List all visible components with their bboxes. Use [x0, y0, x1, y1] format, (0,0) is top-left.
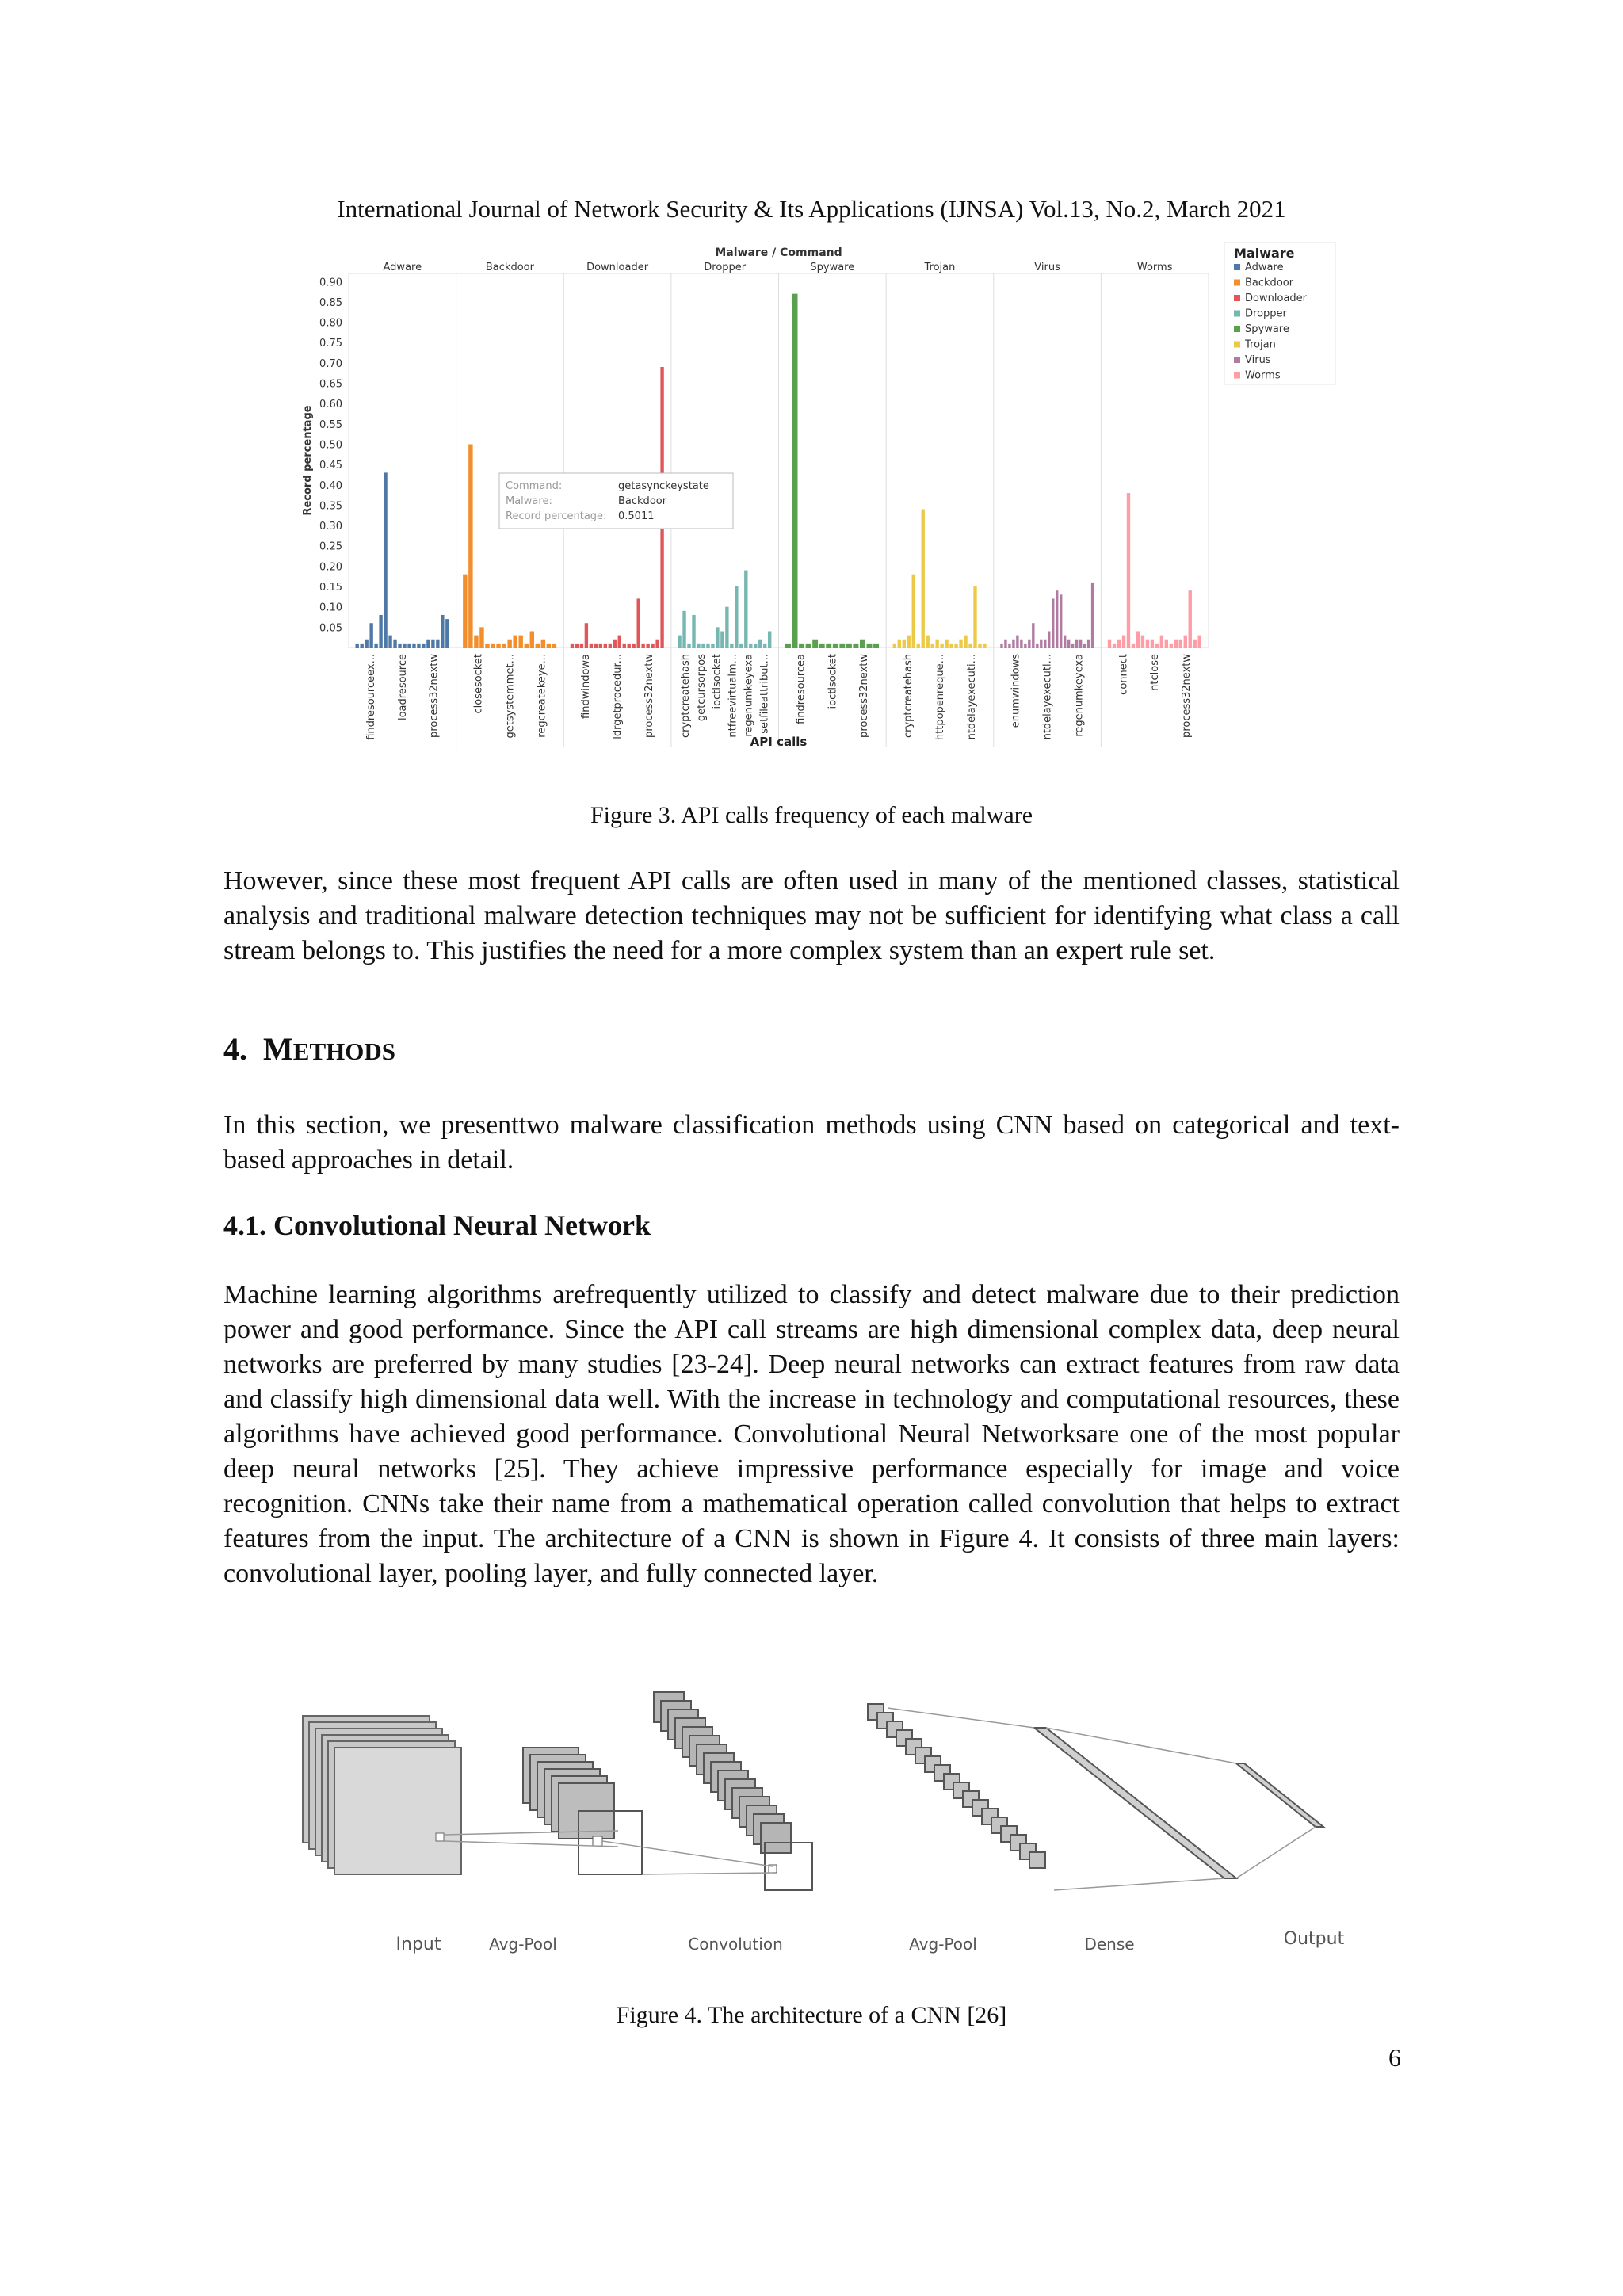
bar: [422, 644, 425, 648]
bar: [846, 644, 852, 648]
bar: [749, 644, 752, 648]
bar: [513, 636, 517, 648]
cnn-layers: [303, 1692, 1323, 1890]
legend-swatch: [1234, 342, 1240, 348]
legend-swatch: [1234, 372, 1240, 379]
bar: [618, 636, 621, 648]
bar: [1052, 598, 1054, 648]
bar: [1064, 636, 1066, 648]
y-axis-label: Record percentage: [302, 405, 314, 516]
panel-header: Backdoor: [485, 262, 534, 273]
bar: [468, 444, 472, 648]
bar: [687, 644, 690, 648]
input-map: [334, 1748, 461, 1874]
label-avg-pool-2: Avg-Pool: [909, 1935, 977, 1954]
paragraph-3: Machine learning algorithms arefrequently utilized to classify and detect malware due to their prediction power and good performance. Since the API call streams are high dimensional complex data, deep neural networks are preferred by many studies [23-24]. Deep neural networks can extract features from raw data and classify high dimensional data well. With the increase in technology and computational resources, these algorithms have achieved good performance. Convolutional Neural Networksare one of the most popular deep neural networks [25]. They achieve impressive performance especially for image and voice recognition. CNNs take their name from a mathematical operation called convolution that helps to extract features from the input. The architecture of a CNN is shown in Figure 4. It consists of three main layers: convolutional layer, pooling layer, and fully connected layer.: [223, 1280, 1400, 1588]
bar: [536, 644, 540, 648]
label-avg-pool-1: Avg-Pool: [489, 1935, 557, 1954]
bar: [701, 644, 705, 648]
legend-entry: Worms: [1245, 369, 1281, 382]
x-tick-label: setfileattribut...: [758, 654, 771, 734]
x-tick-label: getsystemmet...: [504, 654, 517, 739]
panel-header: Worms: [1136, 262, 1173, 273]
bar: [785, 644, 791, 648]
bar: [839, 644, 845, 648]
x-axis-label: API calls: [750, 735, 808, 749]
legend-entry: Spyware: [1245, 323, 1289, 335]
bar: [507, 640, 511, 648]
bar: [436, 640, 439, 648]
connector: [1236, 1827, 1316, 1878]
bar: [1151, 640, 1154, 648]
pool1-kernel: [593, 1836, 602, 1846]
panel-header: Spyware: [810, 262, 855, 273]
bar: [1132, 644, 1135, 648]
bar: [1071, 644, 1074, 648]
legend-swatch: [1234, 311, 1240, 317]
x-tick-label: cryptcreatehash: [679, 654, 692, 739]
bar: [530, 631, 534, 648]
x-tick-label: process32nextw: [858, 654, 871, 738]
bar: [628, 644, 631, 648]
paragraph-2: In this section, we presenttwo malware classification methods using CNN based on categorical and text-based approaches in detail.: [223, 1110, 1400, 1175]
bar: [1008, 644, 1010, 648]
bar: [1122, 636, 1125, 648]
bar: [1056, 590, 1058, 648]
bar: [1083, 644, 1086, 648]
subsection-heading: 4.1. Convolutional Neural Network: [223, 1209, 651, 1241]
section-number: 4.: [223, 1031, 247, 1067]
bar: [412, 644, 415, 648]
bar: [571, 644, 574, 648]
bar: [949, 644, 953, 648]
x-tick-label: httpopenreque...: [934, 654, 946, 741]
bar: [585, 623, 588, 648]
dense-layer-2: [1236, 1763, 1323, 1827]
bar: [525, 644, 529, 648]
bar: [518, 636, 522, 648]
bar: [1016, 636, 1018, 648]
api-calls-bar-chart: [285, 242, 1347, 749]
legend-swatch: [1234, 326, 1240, 332]
bar: [575, 644, 579, 648]
x-tick-label: ntclose: [1149, 654, 1162, 691]
bar: [403, 644, 406, 648]
bar: [1079, 640, 1082, 648]
bar: [388, 636, 391, 648]
bar: [983, 644, 986, 648]
x-tick-label: closesocket: [472, 654, 485, 714]
bar: [1193, 640, 1197, 648]
y-tick-label: 0.15: [319, 582, 342, 594]
bar: [978, 644, 981, 648]
figure-4-cnn-architecture: [293, 1652, 1363, 1969]
running-header: International Journal of Network Security & Its Applications (IJNSA) Vol.13, No.2, March 2021: [337, 195, 1286, 223]
bar: [379, 615, 382, 648]
pool2-map: [1029, 1852, 1045, 1868]
bar: [716, 627, 719, 648]
bar: [930, 644, 934, 648]
bar: [1012, 640, 1014, 648]
bar: [1146, 640, 1149, 648]
bar: [853, 644, 858, 648]
bar: [917, 644, 920, 648]
bar: [1170, 644, 1173, 648]
bar: [763, 644, 766, 648]
bar: [547, 644, 551, 648]
connector: [602, 1841, 773, 1866]
y-tick-label: 0.35: [319, 500, 342, 513]
legend-swatch: [1234, 357, 1240, 363]
bar: [706, 644, 709, 648]
x-tick-label: regcreatekeye...: [536, 654, 548, 738]
panel-header: Dropper: [704, 262, 747, 273]
bar: [907, 636, 911, 648]
bar: [926, 636, 929, 648]
bar: [360, 644, 363, 648]
chart-title: Malware / Command: [715, 246, 842, 259]
label-output: Output: [1283, 1929, 1345, 1949]
bar: [1060, 594, 1062, 648]
bar: [541, 640, 545, 648]
bar: [552, 644, 556, 648]
bar: [398, 644, 401, 648]
bar: [730, 644, 733, 648]
x-tick-label: ioctlsocket: [711, 654, 724, 709]
bar: [1000, 644, 1002, 648]
bar: [474, 636, 478, 648]
y-tick-label: 0.50: [319, 439, 342, 452]
input-kernel: [436, 1833, 444, 1841]
bar: [1189, 590, 1192, 648]
x-tick-label: process32nextw: [1181, 654, 1193, 738]
bar: [1032, 623, 1034, 648]
x-tick-label: getcursorpos: [695, 654, 708, 722]
legend-swatch: [1234, 264, 1240, 270]
y-tick-label: 0.90: [319, 277, 342, 289]
bar: [758, 640, 762, 648]
y-tick-label: 0.25: [319, 541, 342, 553]
bar: [1036, 644, 1038, 648]
bar: [365, 640, 368, 648]
x-tick-label: ntfreevirtualm...: [727, 654, 739, 738]
label-input: Input: [395, 1935, 441, 1954]
bar: [935, 640, 938, 648]
bar: [806, 644, 812, 648]
x-tick-label: loadresource: [396, 654, 409, 721]
bar: [1020, 640, 1022, 648]
bar: [792, 294, 798, 648]
bar: [973, 586, 976, 648]
bar: [1024, 644, 1026, 648]
section-heading-methods: [223, 1030, 395, 1068]
panel-header: Virus: [1034, 262, 1060, 273]
bar: [940, 644, 943, 648]
connector: [444, 1841, 618, 1847]
label-convolution: Convolution: [688, 1935, 783, 1954]
x-tick-label: regenumkeyexa: [1073, 654, 1086, 737]
bar: [833, 644, 838, 648]
bar: [968, 644, 972, 648]
section-title-rest: ETHODS: [292, 1037, 395, 1065]
bar: [725, 607, 728, 648]
bar: [393, 640, 396, 648]
bar: [1004, 640, 1006, 648]
legend-entry: Dropper: [1245, 308, 1287, 320]
bar: [384, 472, 387, 648]
bar: [590, 644, 593, 648]
bar: [826, 644, 831, 648]
bar: [609, 644, 612, 648]
bar: [945, 640, 948, 648]
x-tick-label: findresourceex...: [365, 654, 377, 740]
bar: [1108, 640, 1111, 648]
bar: [735, 586, 738, 648]
bar: [651, 644, 654, 648]
bar: [632, 644, 636, 648]
bar: [463, 575, 467, 648]
y-tick-label: 0.45: [319, 460, 342, 472]
label-dense: Dense: [1084, 1935, 1135, 1954]
y-tick-label: 0.40: [319, 479, 342, 492]
connector: [1054, 1878, 1224, 1890]
bar: [799, 644, 804, 648]
x-tick-label: connect: [1117, 654, 1130, 695]
y-tick-label: 0.30: [319, 521, 342, 533]
connector: [888, 1708, 1034, 1728]
bar: [407, 644, 411, 648]
bar: [697, 644, 700, 648]
tooltip-label: Command:: [506, 480, 563, 492]
bar: [893, 644, 896, 648]
x-tick-label: process32nextw: [428, 654, 441, 738]
connector: [642, 1873, 773, 1874]
bar: [1048, 631, 1050, 648]
bar: [1028, 640, 1030, 648]
bar: [613, 640, 617, 648]
bar: [873, 644, 879, 648]
bar: [502, 644, 506, 648]
cnn-diagram: [293, 1652, 1363, 1969]
panel-header: Downloader: [586, 262, 649, 273]
tooltip-value: Backdoor: [618, 495, 667, 507]
figure-4-caption: Figure 4. The architecture of a CNN [26]: [616, 2002, 1007, 2028]
x-tick-label: enumwindows: [1010, 654, 1022, 728]
bar: [1179, 640, 1182, 648]
bar: [819, 644, 825, 648]
legend-entry: Backdoor: [1245, 277, 1294, 289]
legend-entry: Adware: [1245, 262, 1284, 273]
y-tick-label: 0.60: [319, 399, 342, 411]
x-tick-label: cryptcreatehash: [903, 654, 915, 739]
figure-3-caption: Figure 3. API calls frequency of each malware: [590, 802, 1033, 828]
x-tick-label: ntdelayexecuti...: [965, 654, 978, 740]
bar: [954, 644, 957, 648]
x-tick-label: ldrgetprocedur...: [612, 654, 624, 739]
bar: [604, 644, 607, 648]
legend-entry: Trojan: [1245, 338, 1276, 351]
bar: [812, 640, 818, 648]
bar: [682, 611, 685, 648]
bar: [754, 644, 757, 648]
bar: [479, 627, 483, 648]
bar: [374, 644, 377, 648]
bar: [441, 615, 444, 648]
dense-layer-1: [1034, 1728, 1236, 1878]
bar: [1117, 640, 1121, 648]
legend-entry: Downloader: [1245, 292, 1307, 304]
legend-swatch: [1234, 295, 1240, 301]
bar: [922, 510, 925, 648]
bar: [692, 615, 695, 648]
legend-swatch: [1234, 280, 1240, 286]
bar: [623, 644, 626, 648]
y-tick-label: 0.85: [319, 296, 342, 309]
section-title-initial: M: [263, 1031, 293, 1067]
x-tick-label: findresourcea: [795, 654, 808, 724]
bar: [1044, 640, 1046, 648]
bar: [1127, 493, 1130, 648]
y-tick-label: 0.75: [319, 338, 342, 350]
bar: [417, 644, 420, 648]
tooltip-value: getasynckeystate: [618, 480, 709, 492]
bar: [356, 644, 359, 648]
y-tick-label: 0.65: [319, 378, 342, 391]
bar: [1136, 631, 1140, 648]
bar: [1141, 636, 1144, 648]
bar: [580, 644, 583, 648]
tooltip-label: Record percentage:: [506, 510, 607, 522]
bar: [1174, 640, 1178, 648]
bar: [1155, 644, 1159, 648]
y-tick-label: 0.80: [319, 317, 342, 330]
bar: [646, 644, 649, 648]
bar: [898, 640, 901, 648]
bar: [860, 640, 865, 648]
x-tick-label: ntdelayexecuti...: [1041, 654, 1054, 740]
bar: [720, 631, 724, 648]
bar: [768, 631, 771, 648]
bar: [959, 640, 962, 648]
legend-entry: Virus: [1245, 354, 1271, 366]
bar: [1184, 636, 1187, 648]
bar: [641, 644, 644, 648]
bar: [636, 598, 640, 648]
bar: [445, 619, 449, 648]
bar: [1160, 636, 1163, 648]
bar: [678, 636, 681, 648]
bar: [903, 640, 906, 648]
bar: [1113, 644, 1116, 648]
panel-header: Adware: [383, 262, 422, 273]
y-tick-label: 0.70: [319, 357, 342, 370]
x-tick-label: regenumkeyexa: [743, 654, 755, 737]
bar: [426, 640, 430, 648]
x-tick-label: ioctlsocket: [827, 654, 839, 709]
y-tick-label: 0.05: [319, 622, 342, 635]
bar: [744, 571, 747, 648]
bar: [1091, 583, 1094, 648]
bar: [431, 640, 434, 648]
bar: [491, 644, 495, 648]
bar: [496, 644, 500, 648]
tooltip-label: Malware:: [506, 495, 552, 507]
x-tick-label: findwindowa: [580, 654, 593, 719]
tooltip-value: 0.5011: [618, 510, 655, 522]
panel-header: Trojan: [924, 262, 956, 273]
bar: [964, 636, 967, 648]
bar: [1040, 640, 1042, 648]
bar: [739, 644, 743, 648]
page-number: 6: [1388, 2043, 1401, 2072]
bar: [594, 644, 598, 648]
bar: [1165, 640, 1168, 648]
bar: [1075, 640, 1078, 648]
legend-title: Malware: [1234, 246, 1295, 261]
bar: [1198, 636, 1201, 648]
bar: [711, 644, 714, 648]
x-tick-label: process32nextw: [643, 654, 655, 738]
bar: [655, 640, 659, 648]
bar: [912, 575, 915, 648]
y-tick-label: 0.55: [319, 418, 342, 431]
bar: [369, 623, 372, 648]
y-tick-label: 0.10: [319, 602, 342, 614]
bar: [599, 644, 602, 648]
bar: [867, 644, 873, 648]
bar: [1067, 640, 1070, 648]
y-tick-label: 0.20: [319, 561, 342, 574]
figure-3-chart: [285, 242, 1347, 749]
bar: [485, 644, 489, 648]
bar: [1087, 640, 1090, 648]
paragraph-1: However, since these most frequent API calls are often used in many of the mentioned classes, statistical analysis and traditional malware detection techniques may not be sufficient for identifying what class a call stream belongs to. This justifies the need for a more complex system than an expert rule set.: [223, 866, 1400, 965]
